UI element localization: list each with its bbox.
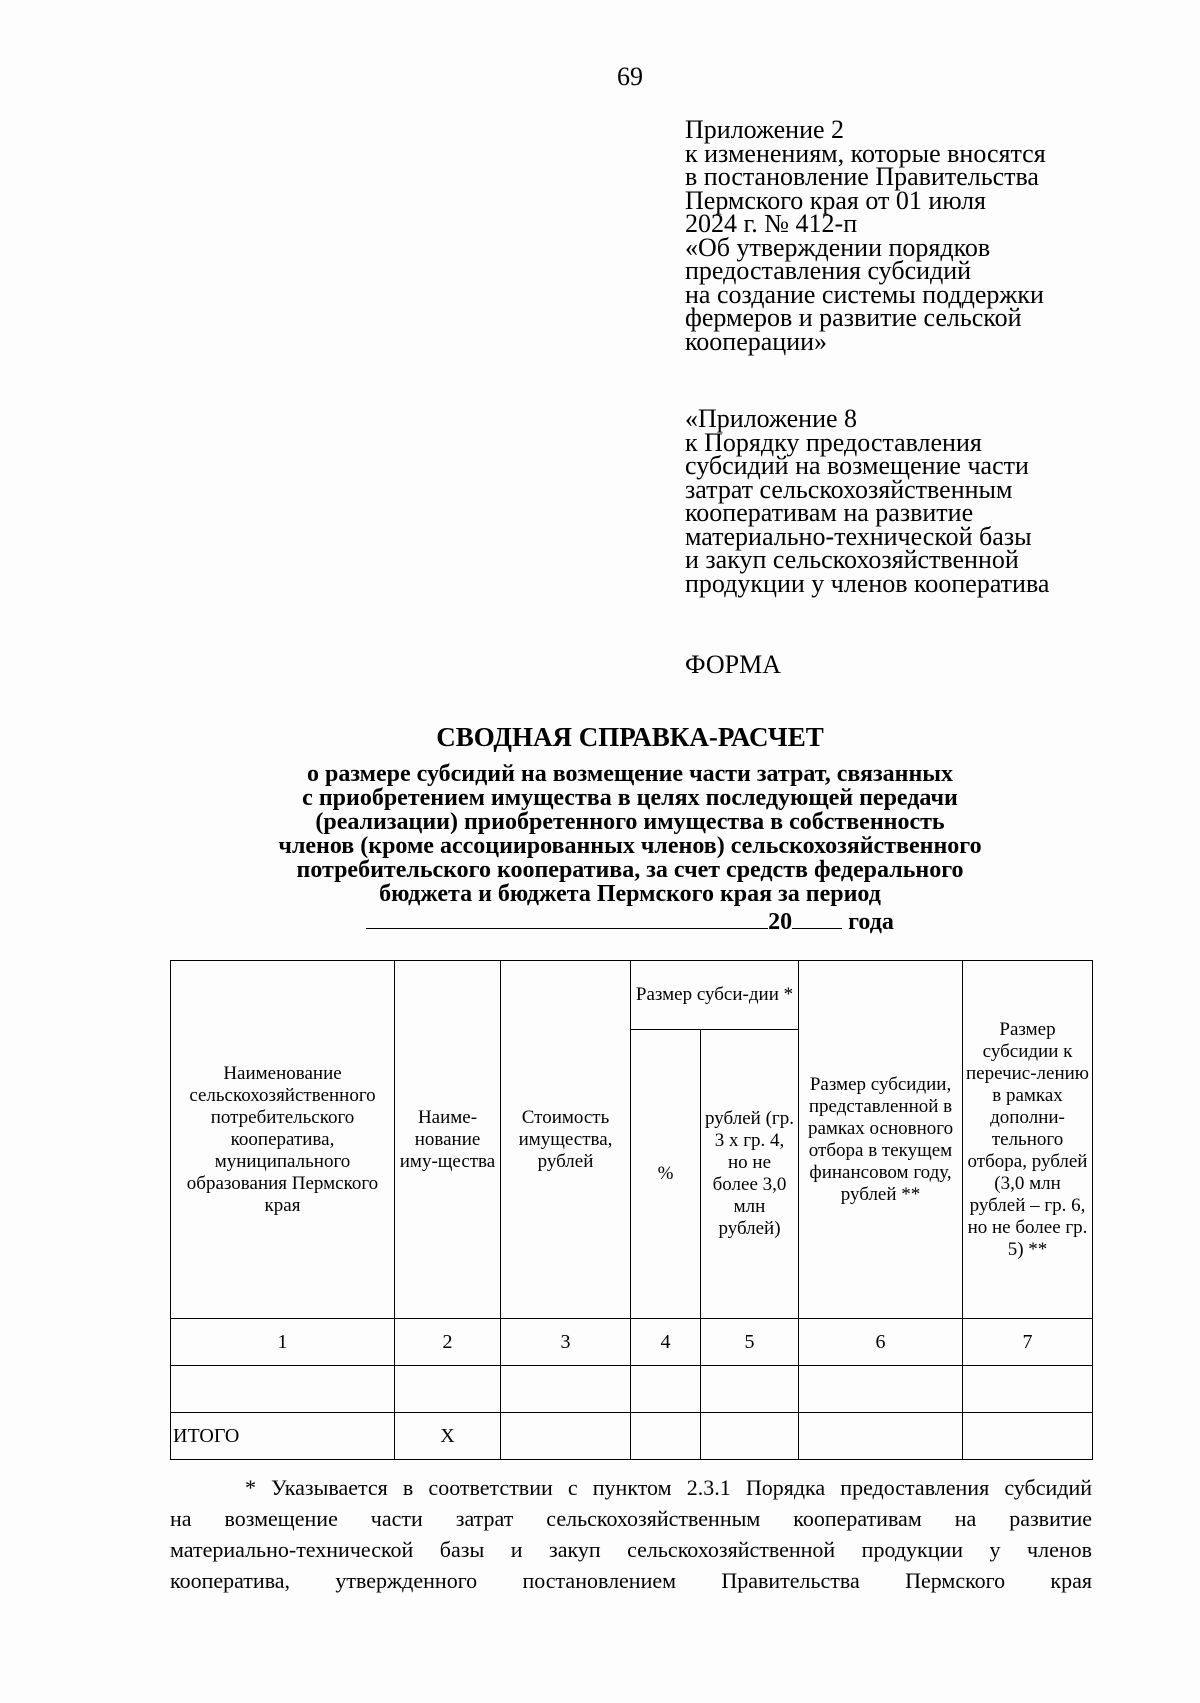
- column-number: 7: [963, 1319, 1093, 1366]
- column-number: 1: [171, 1319, 395, 1366]
- header-row: [171, 961, 1093, 1030]
- table-row: [171, 1366, 1093, 1413]
- table-cell[interactable]: [501, 1413, 631, 1460]
- table-cell[interactable]: [701, 1413, 799, 1460]
- appendix-8-block: [685, 404, 1050, 598]
- subtitle-line: о размере субсидий на возмещение части затрат, связанных: [306, 761, 954, 787]
- appendix-line: в постановление Правительства: [685, 162, 1039, 191]
- footnote-line: * Указывается в соответствии с пунктом 2.3.1 Порядка предоставления субсидий: [245, 1475, 1092, 1500]
- page-number: 69: [617, 62, 643, 91]
- table-cell[interactable]: [799, 1413, 963, 1460]
- column-number: 6: [799, 1319, 963, 1366]
- appendix-line: предоставления субсидий: [685, 256, 972, 285]
- appendix-line: затрат сельскохозяйственным: [685, 474, 1013, 504]
- column-number: 4: [631, 1319, 701, 1366]
- header-subsidy-size: Размер субси-дии *: [631, 961, 799, 1030]
- total-label: ИТОГО: [171, 1413, 395, 1460]
- subtitle-line: бюджета и бюджета Пермского края за период: [379, 881, 881, 907]
- appendix-line: кооперативам на развитие: [685, 498, 974, 527]
- period-line: [0, 908, 1200, 936]
- document-title: СВОДНАЯ СПРАВКА-РАСЧЕТ: [436, 722, 824, 752]
- table-cell[interactable]: [701, 1366, 799, 1413]
- footnote-line: на возмещение части затрат сельскохозяйственным кооперативам на развитие: [170, 1506, 1092, 1531]
- document-subtitle: [0, 762, 1200, 906]
- table-cell[interactable]: [501, 1366, 631, 1413]
- appendix-line: фермеров и развитие сельской: [685, 303, 1022, 332]
- appendix-line: на создание системы поддержки: [685, 279, 1044, 309]
- footnote: [170, 1472, 1092, 1596]
- total-row: [171, 1413, 1093, 1460]
- header-percent: %: [631, 1030, 701, 1319]
- appendix-line: продукции у членов кооператива: [685, 568, 1050, 598]
- header-property-cost: Стоимость имущества, рублей: [501, 961, 631, 1319]
- appendix-line: 2024 г. № 412-п: [685, 209, 858, 238]
- year-suffix: года: [848, 909, 894, 935]
- appendix-line: и закуп сельскохозяйственной: [685, 545, 1019, 574]
- column-number: 2: [395, 1319, 501, 1366]
- table-cell[interactable]: [395, 1366, 501, 1413]
- header-additional-selection: Размер субсидии к перечис-лению в рамках дополни-тельного отбора, рублей (3,0 млн рублей – гр. 6, но не более гр. 5) **: [963, 961, 1093, 1319]
- table-cell[interactable]: [963, 1413, 1093, 1460]
- appendix-line: «Об утверждении порядков: [685, 232, 991, 262]
- header-property-name: Наиме-нование иму-щества: [395, 961, 501, 1319]
- column-number: 5: [701, 1319, 799, 1366]
- appendix-line: «Приложение 8: [685, 404, 858, 433]
- subtitle-line: (реализации) приобретенного имущества в собственность: [315, 809, 945, 835]
- table-cell[interactable]: [963, 1366, 1093, 1413]
- year-blank-field: [792, 908, 842, 929]
- appendix-line: Пермского края от 01 июля: [685, 185, 987, 215]
- footnote-line: материально-технической базы и закуп сельскохозяйственной продукции у членов: [170, 1537, 1092, 1562]
- period-blank-field: [366, 908, 768, 929]
- total-property-mark: Х: [395, 1413, 501, 1460]
- header-cooperative-name: Наименование сельскохозяйственного потребительского кооператива, муниципального образования Пермского края: [171, 961, 395, 1319]
- table-cell[interactable]: [171, 1366, 395, 1413]
- table-cell[interactable]: [631, 1366, 701, 1413]
- year-prefix: 20: [768, 909, 793, 935]
- header-rubles: рублей (гр. 3 х гр. 4, но не более 3,0 млн рублей): [701, 1030, 799, 1319]
- table-cell[interactable]: [799, 1366, 963, 1413]
- subtitle-line: с приобретением имущества в целях последующей передачи: [302, 785, 958, 811]
- appendix-line: к Порядку предоставления: [685, 427, 982, 457]
- column-number: 3: [501, 1319, 631, 1366]
- subtitle-line: членов (кроме ассоциированных членов) сельскохозяйственного: [278, 833, 982, 859]
- column-number-row: [171, 1319, 1093, 1366]
- subsidy-table: [170, 960, 1093, 1460]
- appendix-2-block: [685, 115, 1046, 356]
- footnote-line: кооператива, утвержденного постановлением Правительства Пермского края: [170, 1568, 1092, 1593]
- form-label: ФОРМА: [685, 650, 781, 679]
- header-main-selection: Размер субсидии, представленной в рамках основного отбора в текущем финансовом году, рублей **: [799, 961, 963, 1319]
- table-cell[interactable]: [631, 1413, 701, 1460]
- appendix-line: кооперации»: [685, 326, 828, 356]
- appendix-line: к изменениям, которые вносятся: [685, 138, 1046, 168]
- appendix-line: материально-технической базы: [685, 521, 1032, 551]
- subtitle-line: потребительского кооператива, за счет средств федерального: [296, 857, 964, 883]
- appendix-line: субсидий на возмещение части: [685, 451, 1029, 480]
- appendix-line: Приложение 2: [685, 115, 845, 144]
